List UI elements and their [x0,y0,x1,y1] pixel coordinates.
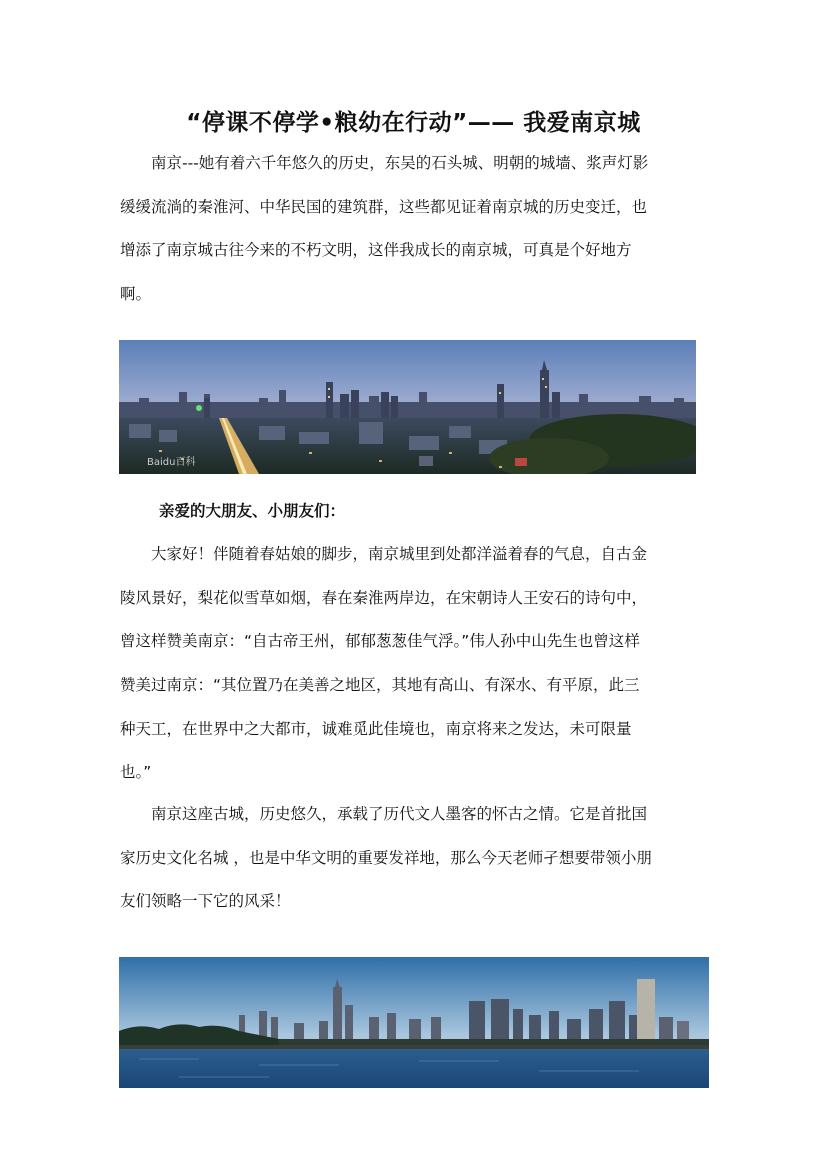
lakeside-skyline-image [119,957,709,1088]
text-line: 增添了南京城古往今来的不朽文明，这伴我成长的南京城，可真是个好地方 [120,241,632,260]
text-line: 南京这座古城，历史悠久，承载了历代文人墨客的怀古之情。它是首批国 [120,805,648,823]
text-line: 也。” [120,763,152,782]
text-line: 南京---她有着六千年悠久的历史，东吴的石头城、明朝的城墙、浆声灯影 [120,154,649,172]
text-line: 家历史文化名城 ，也是中华文明的重要发祥地，那么今天老师孑想要带领小朋 [120,848,652,867]
text-line: 友们领略一下它的风采！ [120,892,291,911]
text-line: 啊。 [120,285,152,304]
city-night-panorama-image [119,340,696,474]
intro-paragraph [120,142,720,317]
text-line: 大家好！伴随着春姑娘的脚步，南京城里到处都洋溢着春的气息，自古金 [120,545,648,563]
text-line: 赞美过南京：“其位置乃在美善之地区，其地有高山、有深水、有平原，此三 [120,676,640,695]
text-line: 曾这样赞美南京：“自古帝王州，郁郁葱葱佳气浮。”伟人孙中山先生也曾这样 [120,632,640,651]
closing-paragraph [120,793,720,924]
document-title: “停课不停学•粮幼在行动”—— 我爱南京城 [186,110,641,136]
image-watermark: Baidu百科 [147,457,196,468]
text-line: 种天工，在世界中之大都市，诚难觅此佳境也，南京将来之发达，未可限量 [120,719,632,738]
text-line: 陵风景好，梨花似雪草如烟，春在秦淮两岸边，在宋朝诗人王安石的诗句中， [120,588,648,607]
greeting-heading: 亲爱的大朋友、小朋友们： [159,502,346,520]
body-paragraph [120,533,720,795]
text-line: 缓缓流淌的秦淮河、中华民国的建筑群，这些都见证着南京城的历史变迁，也 [120,197,648,216]
